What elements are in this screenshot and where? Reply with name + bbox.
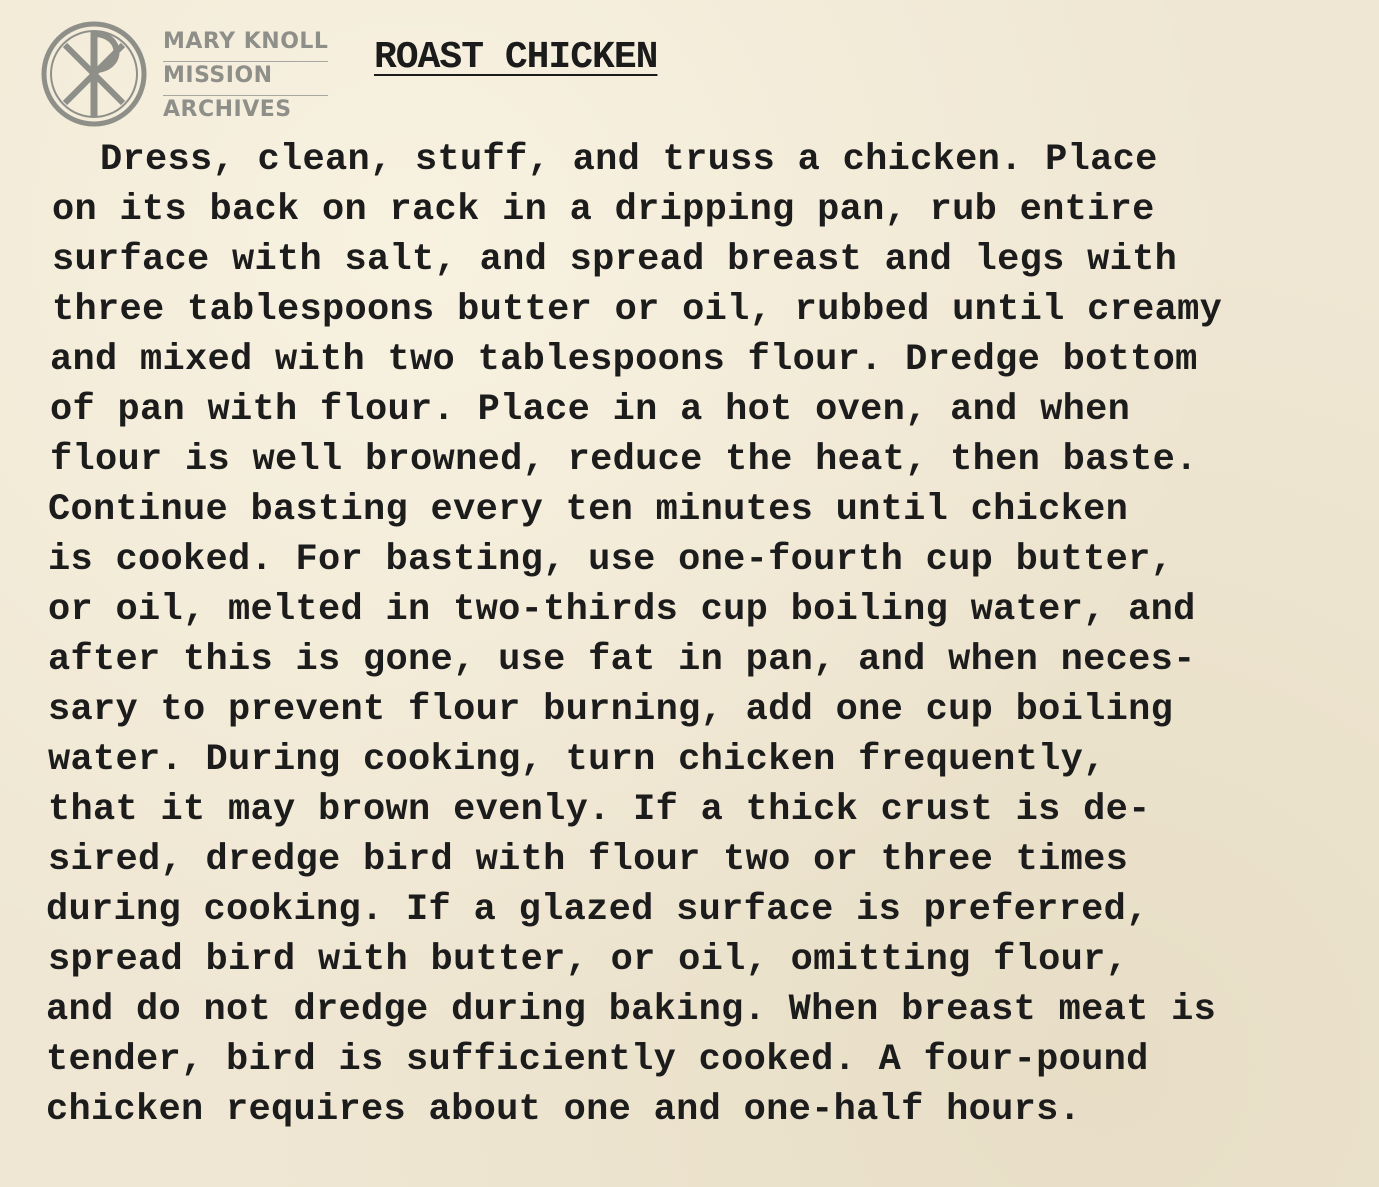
recipe-body (46, 136, 1366, 1136)
text-line: of pan with flour. Place in a hot oven, and when (50, 389, 1131, 431)
text-line: is cooked. For basting, use one-fourth cup butter, (48, 539, 1174, 581)
text-line: sired, dredge bird with flour two or three times (48, 839, 1129, 881)
recipe-title: ROAST CHICKEN (374, 36, 658, 79)
text-line: surface with salt, and spread breast and legs with (52, 239, 1178, 281)
text-line: and mixed with two tablespoons flour. Dredge bottom (50, 339, 1198, 381)
archive-name-line: ARCHIVES (163, 97, 292, 122)
archive-name (163, 28, 328, 129)
text-line: spread bird with butter, or oil, omitting flour, (48, 939, 1129, 981)
text-line: tender, bird is sufficiently cooked. A four-pound (46, 1039, 1149, 1081)
text-line: water. During cooking, turn chicken frequently, (48, 739, 1106, 781)
text-line: that it may brown evenly. If a thick crust is de- (48, 789, 1151, 831)
text-line: flour is well browned, reduce the heat, then baste. (50, 439, 1198, 481)
text-line: sary to prevent flour burning, add one cup boiling (48, 689, 1174, 731)
text-line: on its back on rack in a dripping pan, rub entire (52, 189, 1155, 231)
text-line: chicken requires about one and one-half hours. (46, 1089, 1082, 1131)
text-line: and do not dredge during baking. When breast meat is (46, 989, 1217, 1031)
text-line: after this is gone, use fat in pan, and when neces- (48, 639, 1196, 681)
text-line: during cooking. If a glazed surface is preferred, (46, 889, 1149, 931)
chi-rho-seal-icon (40, 20, 148, 128)
archive-name-line: MISSION (163, 62, 328, 96)
text-line: three tablespoons butter or oil, rubbed until creamy (52, 289, 1223, 331)
text-line: or oil, melted in two-thirds cup boiling water, and (48, 589, 1196, 631)
archives-logo (40, 20, 340, 130)
text-line: Dress, clean, stuff, and truss a chicken. Place (100, 139, 1158, 181)
text-line: Continue basting every ten minutes until chicken (48, 489, 1129, 531)
archive-name-line: MARY KNOLL (163, 28, 328, 62)
